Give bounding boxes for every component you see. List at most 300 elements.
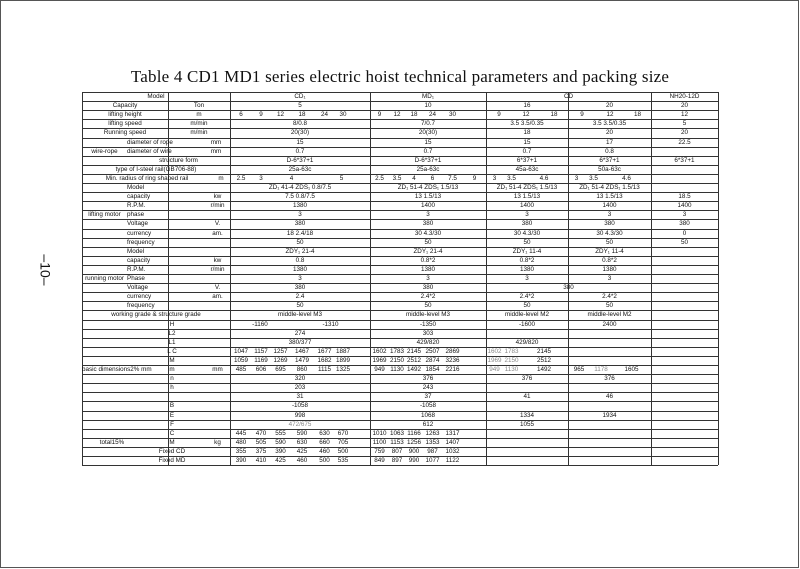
table-cell: 41 — [523, 393, 531, 401]
table-cell: 505 — [255, 438, 267, 446]
table-cell: 20 — [605, 129, 613, 137]
table-cell: 13 1.5/13 — [596, 193, 623, 201]
table-cell: Model — [127, 247, 145, 255]
table-cell: ZD₁ 51-4 ZDS₁ 1.5/13 — [397, 184, 459, 191]
table-cell: V. — [214, 284, 221, 292]
table-cell: 480 — [235, 438, 247, 446]
table-cell: C — [169, 429, 175, 437]
table-cell: 37 — [424, 393, 432, 401]
table-cell: 1055 — [519, 420, 534, 428]
table-cell: 1605 — [624, 366, 639, 373]
table-cell: r/min — [210, 202, 225, 210]
table-cell: 20 — [680, 129, 688, 137]
table-cell: 2.4*2 — [602, 293, 617, 301]
table-cell: 1887 — [336, 347, 351, 355]
table-cell: frequency — [127, 238, 155, 246]
table-cell: 949 — [374, 366, 385, 373]
table-cell: 0.8 — [295, 256, 305, 264]
table-cell: Ton — [193, 102, 205, 110]
table-cell: 2512 — [406, 356, 421, 364]
table-cell: 1854 — [425, 366, 440, 373]
table-cell: 2.5 — [236, 174, 246, 182]
table-cell: 1178 — [594, 366, 608, 373]
table-cell: 12 — [276, 111, 284, 119]
table-cell: 660 — [319, 438, 330, 446]
table-cell: Voltage — [127, 284, 149, 292]
table-cell: currency — [127, 293, 152, 301]
table-cell: 50 — [523, 238, 531, 246]
table-cell: 1400 — [420, 202, 435, 210]
table-cell: kw — [213, 193, 222, 201]
table-cell: -1160 — [252, 320, 268, 328]
table-cell: 20(30) — [418, 129, 438, 137]
table-cell: 4.6 — [539, 174, 549, 182]
table-cell: 998 — [294, 411, 306, 419]
table-cell: 25a-63c — [416, 165, 440, 173]
table-cell: 1400 — [519, 202, 534, 210]
table-cell: 1492 — [536, 366, 551, 373]
table-cell: Fixed MD — [158, 457, 186, 464]
table-cell: 25a-63c — [288, 165, 312, 173]
table-cell: 30 4.3/30 — [596, 229, 623, 237]
table-cell: phase — [127, 211, 145, 219]
table-cell: ZD₁ 51-4 ZDS₁ 1.5/13 — [579, 184, 640, 191]
table-cell: ZDY₁ 11-4 — [512, 247, 542, 255]
table-cell: 2507 — [425, 347, 440, 355]
table-cell: 12 — [606, 111, 614, 119]
grid-line — [82, 465, 718, 466]
table-cell: 485 — [235, 366, 247, 373]
table-cell: kg — [214, 438, 221, 446]
table-cell: 3236 — [445, 356, 460, 364]
table-cell: middle-level M3 — [277, 311, 323, 319]
table-cell: 1380 — [292, 202, 307, 210]
table-cell: 1157 — [254, 347, 268, 355]
table-cell: 1677 — [317, 347, 332, 355]
table-cell: 1467 — [294, 347, 309, 355]
table-cell: 1479 — [294, 356, 309, 364]
table-cell: 3 — [607, 275, 612, 282]
table-cell: 6 — [239, 111, 243, 119]
table-cell: 5 — [682, 120, 687, 128]
table-cell: 380/377 — [288, 338, 312, 346]
table-cell: 6*37+1 — [516, 156, 538, 164]
table-cell: wire-rope — [91, 147, 118, 155]
table-cell: basic dimensions2% mm — [82, 366, 152, 373]
table-cell: R.P.M. — [127, 265, 146, 273]
table-cell: 7/0.7 — [420, 120, 435, 128]
table-cell: 380 — [563, 284, 574, 292]
table-cell: 897 — [391, 457, 403, 464]
table-cell: -1058 — [419, 402, 437, 410]
table-cell: 0.8*2 — [420, 256, 436, 264]
table-cell: Phase — [127, 275, 145, 282]
table-cell: MD₁ — [422, 93, 434, 100]
table-cell: 18 — [298, 111, 306, 119]
table-cell: 460 — [319, 447, 330, 455]
table-cell: 705 — [337, 438, 349, 446]
table-cell: 445 — [235, 429, 247, 437]
table-cell: 376 — [521, 375, 533, 383]
table-cell: 380 — [422, 220, 434, 228]
table-cell: 50 — [523, 302, 531, 310]
table-cell: 1492 — [406, 366, 421, 373]
table-cell: m — [218, 174, 224, 182]
table-cell: 1407 — [445, 438, 460, 446]
table-cell: 1969 — [487, 356, 502, 364]
table-cell: 1353 — [425, 438, 440, 446]
table-cell: 1400 — [677, 202, 692, 210]
table-cell: 3.5 3.5/0.35 — [592, 120, 627, 128]
table-cell: 3.5 — [392, 174, 402, 182]
table-cell: -1310 — [322, 320, 339, 328]
page-number: –10– — [37, 254, 54, 286]
table-cell: 380 — [604, 220, 615, 228]
table-cell: 1068 — [420, 411, 435, 419]
table-cell: 1602 — [487, 347, 502, 355]
table-cell: -1350 — [419, 320, 437, 328]
table-cell: 1077 — [425, 457, 440, 464]
table-cell: 535 — [337, 457, 349, 464]
table-cell: 390 — [275, 447, 286, 455]
table-cell: 0.8*2 — [519, 256, 535, 264]
table-cell: Model — [127, 184, 145, 191]
table-cell: 1899 — [336, 356, 351, 364]
table-cell: mm — [210, 138, 222, 146]
table-cell: 46 — [605, 393, 613, 401]
table-cell: 500 — [337, 447, 349, 455]
table-cell: 6*37+1 — [599, 156, 620, 164]
table-cell: 1257 — [273, 347, 288, 355]
table-cell: 1317 — [445, 429, 460, 437]
table-cell: 10 — [424, 102, 432, 110]
table-cell: m — [169, 366, 175, 373]
table-cell: 2.4*2 — [519, 293, 535, 301]
table-cell: 2.5 — [375, 174, 384, 182]
table-cell: 4 — [412, 174, 416, 182]
table-cell: m — [196, 111, 202, 119]
table-cell: 990 — [408, 457, 420, 464]
table-cell: 3 — [492, 174, 497, 182]
table-cell: 759 — [374, 447, 385, 455]
table-cell: 1969 — [372, 356, 387, 364]
table-cell: capacity — [127, 256, 151, 264]
table-cell: 949 — [489, 366, 500, 373]
table-cell: 1380 — [420, 265, 435, 273]
table-cell: 425 — [296, 447, 308, 455]
table-cell: 606 — [255, 366, 267, 373]
table-cell: 6 — [430, 174, 435, 182]
table-cell: D-6*37+1 — [414, 156, 442, 164]
table-cell: 2.4 — [295, 293, 305, 301]
table-cell: 380 — [521, 220, 533, 228]
table-cell: 590 — [296, 429, 308, 437]
table-cell: 3 — [298, 275, 302, 282]
table-cell: 695 — [275, 366, 286, 373]
table-cell: 807 — [391, 447, 403, 455]
table-cell: kw — [213, 256, 222, 264]
table-cell: R.P.M. — [127, 202, 146, 210]
table-cell: 2512 — [536, 356, 551, 364]
table-cell: 670 — [337, 429, 349, 437]
table-cell: 2150 — [389, 356, 404, 364]
table-cell: 376 — [604, 375, 615, 383]
table-cell: 15 — [523, 138, 531, 146]
table-cell: 1010 — [372, 429, 387, 437]
table-cell: 2145 — [536, 347, 551, 355]
table-cell: 50 — [424, 238, 432, 246]
table-cell: 18 — [550, 111, 558, 119]
table-cell: B — [169, 402, 175, 410]
table-cell: 1602 — [372, 347, 387, 355]
table-cell: 375 — [255, 447, 267, 455]
table-cell: 429/820 — [515, 338, 539, 346]
table-cell: 1130 — [504, 366, 519, 373]
table-cell: L2 — [168, 329, 176, 337]
table-cell: 1153 — [390, 438, 404, 446]
table-cell: 50 — [296, 302, 304, 310]
table-cell: 3.5 — [507, 174, 516, 182]
table-cell: 2150 — [504, 356, 519, 364]
table-cell: 303 — [422, 329, 434, 337]
table-cell: 3 — [574, 174, 579, 182]
table-cell: capacity — [127, 193, 151, 201]
table-cell: -1600 — [518, 320, 536, 328]
table-cell: 1100 — [372, 438, 387, 446]
table-cell: 18 — [410, 111, 418, 119]
table-cell: 425 — [275, 457, 286, 464]
table-cell: 900 — [408, 447, 420, 455]
table-cell: 18.5 — [678, 193, 691, 201]
table-cell: 590 — [275, 438, 286, 446]
table-cell: ZD₁ 51-4 ZDS₁ 1.5/13 — [496, 184, 558, 191]
table-cell: 2400 — [602, 320, 617, 328]
table-cell: 1334 — [519, 411, 534, 419]
table-cell: currency — [127, 229, 152, 237]
table-cell: middle-level M2 — [504, 311, 550, 319]
table-cell: working grade & structure grade — [111, 311, 201, 319]
table-cell: 1325 — [336, 366, 351, 373]
table-cell: 1063 — [389, 429, 404, 437]
table-cell: 5 — [298, 102, 302, 110]
table-cell: 1783 — [504, 347, 519, 355]
table-cell: 630 — [319, 429, 330, 437]
table-cell: 987 — [427, 447, 438, 455]
table-cell: 429/820 — [416, 338, 440, 346]
table-cell: 1682 — [317, 356, 332, 364]
table-cell: 1380 — [519, 265, 534, 273]
table-cell: 3 — [426, 211, 430, 219]
table-cell: F — [170, 420, 174, 428]
table-cell: 4.6 — [622, 174, 631, 182]
table-cell: 3 — [525, 275, 529, 282]
table-cell: 13 1.5/13 — [414, 193, 442, 201]
table-cell: 12 — [393, 111, 401, 119]
table-cell: 1380 — [602, 265, 617, 273]
table-cell: 22.5 — [678, 138, 691, 146]
table-cell: running motor — [85, 275, 124, 282]
table-cell: 2869 — [445, 347, 460, 355]
table-cell: Capacity — [112, 102, 138, 110]
table-cell: middle-level M2 — [587, 311, 632, 319]
table-cell: 17 — [605, 138, 613, 146]
table-cell: 2.4*2 — [420, 293, 436, 301]
table-cell: 13 1.5/13 — [513, 193, 541, 201]
table-cell: total15% — [99, 438, 125, 446]
table-cell: 1169 — [254, 356, 268, 364]
table-cell: 1122 — [445, 457, 460, 464]
table-cell: 1269 — [273, 356, 288, 364]
table-cell: D-6*37+1 — [286, 156, 314, 164]
table-cell: diameter of rope — [127, 138, 173, 146]
table-cell: mm — [210, 147, 222, 155]
table-cell: L1 — [168, 338, 176, 346]
table-cell: lifting height — [108, 111, 142, 119]
table-cell: 1380 — [292, 265, 307, 273]
table-cell: Voltage — [127, 220, 149, 228]
table-cell: mm — [212, 366, 223, 373]
table-cell: m/min — [190, 120, 208, 128]
table-cell: 390 — [235, 457, 247, 464]
table-cell: 460 — [296, 457, 308, 464]
table-cell: 0.8*2 — [602, 256, 617, 264]
table-cell: 470 — [255, 429, 267, 437]
table-cell: 24 — [320, 111, 328, 119]
table-cell: frequency — [127, 302, 155, 310]
table-cell: 3 — [682, 211, 687, 219]
table-cell: 630 — [296, 438, 308, 446]
table-cell: 50 — [605, 302, 613, 310]
table-cell: 1130 — [390, 366, 404, 373]
table-cell: 9 — [580, 111, 584, 119]
table-cell: 1934 — [602, 411, 617, 419]
table-cell: 12 — [680, 111, 688, 119]
table-cell: 7.5 0.8/7.5 — [285, 193, 315, 201]
table-cell: V. — [214, 220, 221, 228]
table-cell: 4 — [289, 174, 294, 182]
table-cell: 3.5 3.5/0.35 — [510, 120, 544, 128]
table-cell: Min. radius of ring shaped rail — [105, 174, 189, 182]
table-cell: 50 — [424, 302, 432, 310]
table-cell: 30 4.3/30 — [414, 229, 442, 237]
table-cell: 860 — [296, 366, 308, 373]
table-cell: CD₁ — [294, 93, 306, 100]
table-cell: 612 — [422, 420, 434, 428]
table-cell: L C — [167, 347, 177, 355]
table-cell: 1032 — [445, 447, 460, 455]
table-cell: diameter of wire — [127, 147, 172, 155]
table-cell: middle-level M3 — [405, 311, 451, 319]
table-cell: 555 — [275, 429, 286, 437]
table-cell: 0.7 — [295, 147, 305, 155]
table-cell: 2874 — [425, 356, 440, 364]
table-cell: 849 — [374, 457, 385, 464]
table-cell: 3 — [298, 211, 302, 219]
table-cell: 3 — [607, 211, 612, 219]
table-cell: Running speed — [103, 129, 147, 137]
table-cell: h — [170, 384, 174, 392]
table-cell: ZDY₁ 11-4 — [595, 247, 624, 255]
table-cell: CD — [563, 93, 574, 100]
table-cell: 9 — [259, 111, 263, 119]
table-cell: lifting motor — [88, 211, 121, 219]
table-cell: 8/0.8 — [292, 120, 307, 128]
table-cell: 5 — [339, 174, 344, 182]
table-cell: 1115 — [317, 366, 332, 373]
table-cell: 7.5 — [448, 174, 457, 182]
page-title: Table 4 CD1 MD1 series electric hoist technical parameters and packing size — [130, 67, 670, 86]
table-cell: type of I-steel rail(GB706-88) — [115, 165, 197, 173]
table-cell: 50 — [605, 238, 613, 246]
table-cell: 15 — [424, 138, 432, 146]
table-cell: structure form — [159, 156, 198, 164]
grid-line — [651, 92, 652, 465]
table-cell: 1059 — [233, 356, 248, 364]
table-cell: 472/675 — [288, 420, 312, 428]
table-cell: 1256 — [406, 438, 421, 446]
table-cell: 24 — [428, 111, 436, 119]
table-cell: 20 — [605, 102, 613, 110]
table-cell: 1166 — [407, 429, 421, 437]
table-cell: 0.7 — [423, 147, 433, 155]
table-cell: 1047 — [233, 347, 248, 355]
table-cell: 3 — [525, 211, 529, 219]
table-cell: 31 — [296, 393, 304, 401]
table-cell: ZDY₁ 21-4 — [413, 247, 443, 255]
table-cell: m/min — [190, 129, 208, 137]
table-cell: 1783 — [389, 347, 404, 355]
table-cell: ZDY₁ 21-4 — [285, 247, 315, 255]
table-cell: 274 — [294, 329, 306, 337]
table-cell: H — [169, 320, 175, 328]
table-cell: 380 — [294, 220, 306, 228]
table-cell: 9 — [377, 111, 382, 119]
table-cell: 18 — [523, 129, 531, 137]
table-cell: 30 — [339, 111, 347, 119]
table-cell: 0.8 — [605, 147, 614, 155]
table-cell: NH20-12D — [669, 93, 700, 100]
table-cell: 965 — [573, 366, 585, 373]
table-cell: 50a-63c — [598, 165, 621, 173]
table-cell: 500 — [319, 457, 330, 464]
table-cell: 6*37+1 — [674, 156, 695, 164]
table-cell: 9 — [497, 111, 501, 119]
table-cell: 2145 — [406, 347, 421, 355]
table-cell: 50 — [680, 238, 688, 246]
table-cell: 20(30) — [290, 129, 310, 137]
table-cell: 3 — [426, 275, 430, 282]
table-cell: E — [169, 411, 175, 419]
table-cell: 9 — [472, 174, 477, 182]
table-cell: r/min — [210, 265, 225, 273]
table-cell: Fixed CD — [158, 447, 186, 455]
table-cell: 376 — [422, 375, 434, 383]
table-cell: Model — [147, 93, 165, 100]
table-cell: 0 — [682, 229, 687, 237]
table-cell: 30 — [448, 111, 456, 119]
table-cell: 320 — [294, 375, 306, 383]
table-cell: 0.7 — [522, 147, 532, 155]
table-cell: 3 — [259, 174, 263, 182]
table-cell: am. — [212, 293, 223, 301]
table-cell: 380 — [294, 284, 306, 292]
table-cell: 16 — [523, 102, 531, 110]
table-cell: 243 — [422, 384, 434, 392]
table-cell: 1263 — [425, 429, 440, 437]
table-cell: ZD₁ 41-4 ZDS₁ 0.8/7.5 — [268, 184, 332, 191]
table-cell: 380 — [422, 284, 434, 292]
table-cell — [142, 392, 202, 401]
